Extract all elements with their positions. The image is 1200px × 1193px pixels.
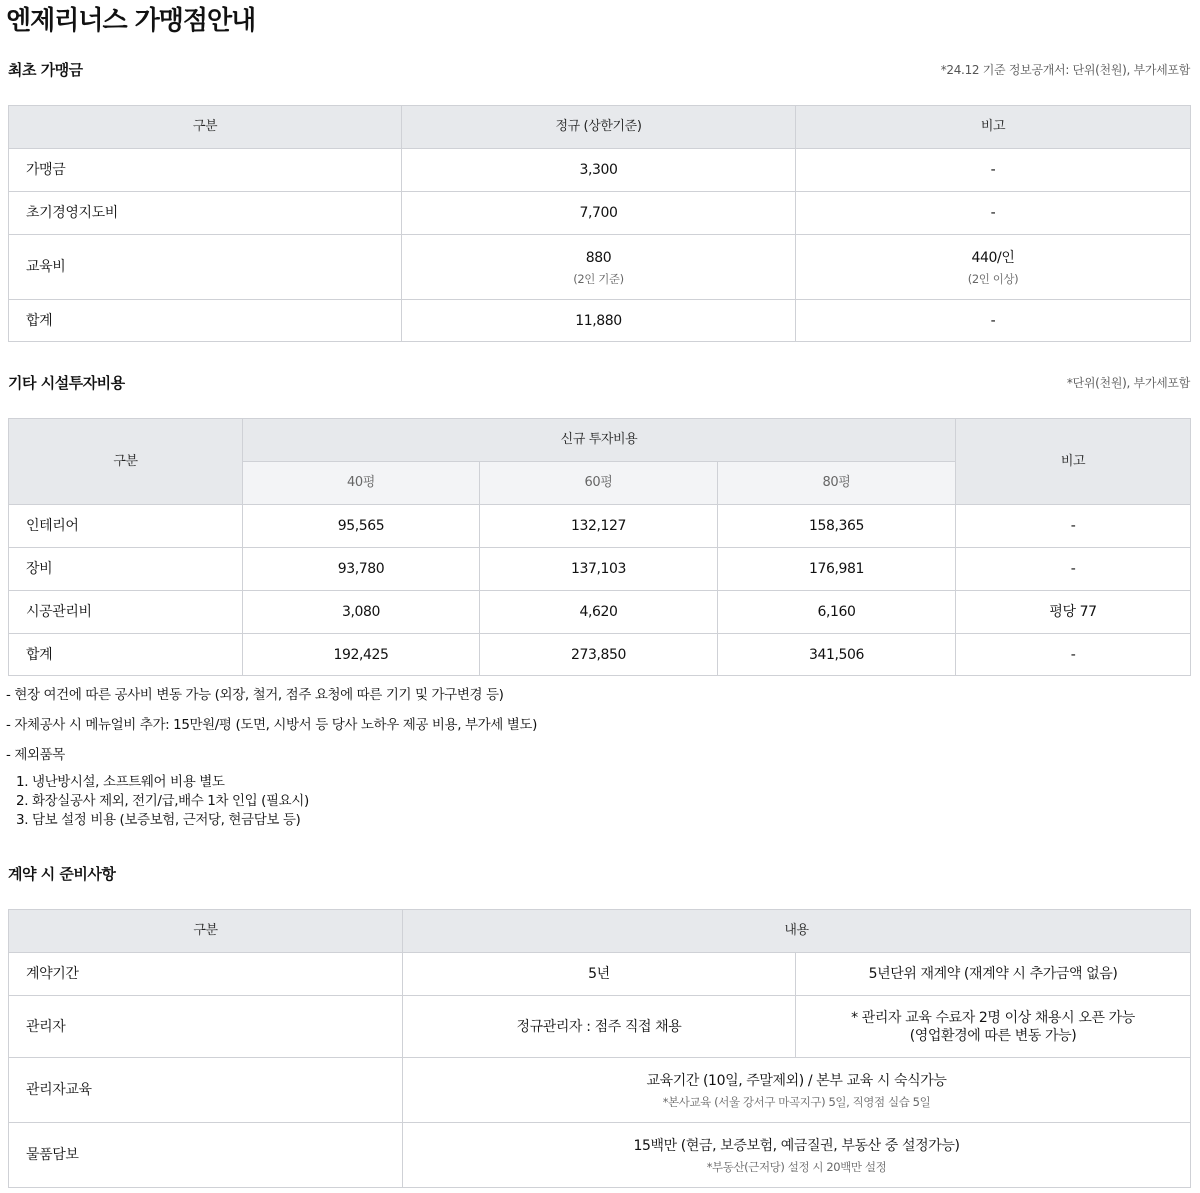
table-row	[9, 634, 1191, 676]
contract-content: 15백만 (현금, 보증보험, 예금질권, 부동산 중 설정가능)	[633, 1137, 960, 1154]
contract-content: 5년단위 재계약 (재계약 시 추가금액 없음)	[796, 953, 1191, 996]
cost-value: 192,425	[243, 634, 480, 676]
column-group-header: 신규 투자비용	[243, 419, 956, 462]
contract-content: 교육기간 (10일, 주말제외) / 본부 교육 시 숙식가능	[646, 1072, 947, 1089]
cost-value: 3,080	[243, 591, 480, 634]
table-row	[9, 505, 1191, 548]
contract-title: 계약 시 준비사항	[8, 865, 116, 883]
size-header: 80평	[718, 462, 956, 505]
contract-table	[8, 909, 1191, 1188]
fee-value: 7,700	[402, 192, 796, 235]
cost-remark: 평당 77	[956, 591, 1191, 634]
row-label: 교육비	[9, 235, 402, 300]
facility-notes	[6, 686, 1186, 830]
table-row	[9, 591, 1191, 634]
initial-fee-title: 최초 가맹금	[8, 61, 83, 79]
row-label: 시공관리비	[9, 591, 243, 634]
fee-remark: -	[796, 192, 1191, 235]
fee-value: 3,300	[402, 149, 796, 192]
facility-title: 기타 시설투자비용	[8, 374, 125, 392]
cost-value: 137,103	[480, 548, 718, 591]
facility-header	[8, 371, 1190, 395]
contract-content-note: *본사교육 (서울 강서구 마곡지구) 5일, 직영점 실습 5일	[662, 1094, 931, 1109]
list-item: 3. 담보 설정 비용 (보증보험, 근저당, 현금담보 등)	[16, 812, 301, 828]
contract-content: 정규관리자 : 점주 직접 채용	[403, 996, 796, 1058]
cost-remark: -	[956, 548, 1191, 591]
table-row	[9, 149, 1191, 192]
row-label: 가맹금	[9, 149, 402, 192]
table-row	[9, 548, 1191, 591]
table-row	[9, 996, 1191, 1058]
note-line: - 현장 여건에 따른 공사비 변동 가능 (외장, 철거, 점주 요청에 따른 기기 및 가구변경 등)	[6, 687, 504, 703]
list-item: 2. 화장실공사 제외, 전기/급,배수 1차 인입 (필요시)	[16, 793, 309, 809]
cost-value: 95,565	[243, 505, 480, 548]
cost-value: 6,160	[718, 591, 956, 634]
table-row	[9, 953, 1191, 996]
row-label: 인테리어	[9, 505, 243, 548]
table-row	[9, 1123, 1191, 1188]
facility-table	[8, 418, 1191, 676]
facility-note: *단위(천원), 부가세포함	[1066, 376, 1190, 390]
fee-remark-note: (2인 이상)	[967, 271, 1019, 286]
contract-content: (영업환경에 따른 변동 가능)	[909, 1027, 1077, 1044]
cost-value: 158,365	[718, 505, 956, 548]
table-header-row	[9, 106, 1191, 149]
size-header: 60평	[480, 462, 718, 505]
table-row	[9, 1058, 1191, 1123]
contract-header	[8, 862, 1190, 886]
fee-remark: -	[796, 149, 1191, 192]
table-row	[9, 235, 1191, 300]
column-header: 구분	[9, 106, 402, 149]
excluded-items-list	[6, 773, 1186, 830]
column-header: 비고	[956, 419, 1191, 505]
cost-value: 93,780	[243, 548, 480, 591]
row-label: 장비	[9, 548, 243, 591]
cost-value: 273,850	[480, 634, 718, 676]
cost-value: 176,981	[718, 548, 956, 591]
cost-value: 4,620	[480, 591, 718, 634]
row-label: 합계	[9, 634, 243, 676]
contract-content-note: *부동산(근저당) 설정 시 20백만 설정	[706, 1159, 887, 1174]
cost-remark: -	[956, 634, 1191, 676]
fee-remark-cell	[796, 235, 1191, 300]
note-line: - 제외품목	[6, 747, 65, 763]
column-header: 비고	[796, 106, 1191, 149]
column-header: 구분	[9, 419, 243, 505]
fee-value: 880	[585, 249, 612, 266]
cost-remark: -	[956, 505, 1191, 548]
row-label: 초기경영지도비	[9, 192, 402, 235]
column-header: 내용	[403, 910, 1191, 953]
contract-content: 5년	[403, 953, 796, 996]
fee-remark: 440/인	[971, 249, 1015, 266]
fee-value: 11,880	[402, 300, 796, 342]
fee-remark: -	[796, 300, 1191, 342]
column-header: 구분	[9, 910, 403, 953]
contract-content: * 관리자 교육 수료자 2명 이상 채용시 오픈 가능	[851, 1009, 1135, 1026]
table-header-row	[9, 419, 1191, 462]
page-title: 엔제리너스 가맹점안내	[6, 6, 256, 36]
fee-value-note: (2인 기준)	[573, 271, 624, 286]
table-row	[9, 192, 1191, 235]
contract-content-cell	[403, 1123, 1191, 1188]
contract-content-cell	[796, 996, 1191, 1058]
contract-content-cell	[403, 1058, 1191, 1123]
initial-fee-note: *24.12 기준 정보공개서: 단위(천원), 부가세포함	[940, 63, 1190, 77]
note-line: - 자체공사 시 메뉴얼비 추가: 15만원/평 (도면, 시방서 등 당사 노하우 제공 비용, 부가세 별도)	[6, 717, 537, 733]
cost-value: 132,127	[480, 505, 718, 548]
initial-fee-header	[8, 58, 1190, 82]
table-header-row	[9, 910, 1191, 953]
fee-value-cell	[402, 235, 796, 300]
row-label: 계약기간	[9, 953, 403, 996]
initial-fee-table	[8, 105, 1191, 342]
cost-value: 341,506	[718, 634, 956, 676]
list-item: 1. 냉난방시설, 소프트웨어 비용 별도	[16, 774, 225, 790]
row-label: 물품담보	[9, 1123, 403, 1188]
row-label: 관리자교육	[9, 1058, 403, 1123]
table-row	[9, 300, 1191, 342]
column-header: 정규 (상한기준)	[402, 106, 796, 149]
row-label: 관리자	[9, 996, 403, 1058]
size-header: 40평	[243, 462, 480, 505]
row-label: 합계	[9, 300, 402, 342]
